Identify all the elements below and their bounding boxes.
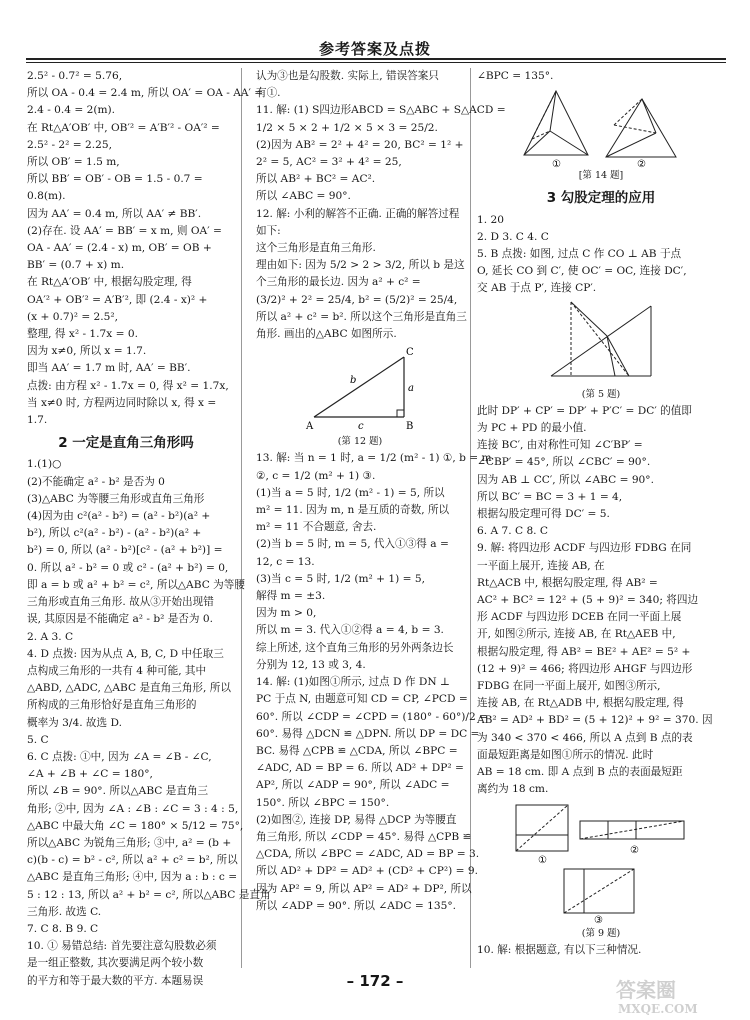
answer-line: 这个三角形是直角三角形. (256, 242, 376, 255)
answer-line: 所构成的三角形恰好是直角三角形的 (27, 699, 197, 712)
answer-line: 角三角形, 所以 ∠CDP = 45°. 易得 △CPB ≌ (256, 830, 472, 843)
answer-line: m² = 11. 因为 m, n 是互质的奇数, 所以 (256, 504, 450, 517)
answer-line: 所以 AD² + DP² = AD² + (CD² + CP²) = 9. (256, 865, 478, 878)
side-b-label: b (350, 375, 357, 387)
answer-line: 所以 ∠ABC = 90°. (256, 190, 351, 203)
figure-caption: [第 14 题] (578, 170, 624, 182)
answer-line: 在 Rt△A′OB′ 中, OB′² = A′B′² - OA′² = (27, 121, 220, 134)
answer-line: 一平面上展开, 连接 AB, 在 (477, 559, 605, 572)
answer-line: 综上所述, 这个直角三角形的另外两条边长 (256, 641, 454, 654)
answer-line: FDBG 在同一平面上展开, 如图③所示, (477, 680, 661, 693)
answer-line: Rt△ACB 中, 根据勾股定理, 得 AB² = (477, 576, 658, 589)
answer-line: 三角形或直角三角形. 故从③开始出现错 (27, 596, 214, 609)
answer-line: (x + 0.7)² = 2.5², (27, 310, 119, 323)
answer-line: (2)当 b = 5 时, m = 5, 代入①③得 a = (256, 538, 449, 551)
figure-9-nets (506, 799, 696, 925)
answer-line: 6. A 7. C 8. C (477, 525, 549, 538)
answer-line: 11. 解: (1) S四边形ABCD = S△ABC + S△ACD = (256, 104, 506, 117)
answer-line: BC. 易得 △CPB ≌ △CDA, 所以 ∠BPC = (256, 744, 458, 757)
answer-line: 理由如下: 因为 5/2 > 2 > 3/2, 所以 b 是这 (256, 259, 465, 272)
answer-line: 2. D 3. C 4. C (477, 230, 549, 243)
answer-line: 10. ① 易错总结: 首先要注意勾股数必须 (27, 940, 217, 953)
answer-line: 5. B 点拨: 如图, 过点 C 作 CO ⊥ AB 于点 (477, 248, 682, 261)
answer-line: 所以 ∠ADP = 90°. 所以 ∠ADC = 135°. (256, 899, 457, 912)
answer-line: 所以 OB′ = 1.5 m, (27, 156, 120, 169)
figure-label: ② (637, 159, 646, 171)
answer-line: 形 ACDF 与四边形 DCEB 在同一平面上展 (477, 611, 682, 624)
answer-line: 60°. 易得 △DCN ≌ △DPN. 所以 DP = DC = (256, 727, 480, 740)
header-rule-thin (26, 62, 726, 63)
answer-line: 面最短距离是如图①所示的情况. 此时 (477, 748, 654, 761)
answer-line: 因为 AB ⊥ CC′, 所以 ∠ABC = 90°. (477, 473, 654, 486)
answer-line: 所以 BC′ = BC = 3 + 1 = 4, (477, 490, 623, 503)
answer-line: 概率为 3/4. 故选 D. (27, 716, 122, 729)
answer-line: 12, c = 13. (256, 555, 315, 568)
figure-caption: (第 9 题) (581, 927, 621, 939)
answer-line: 2.5² - 0.7² = 5.76, (27, 70, 123, 82)
answer-line: 2.4 - 0.4 = 2(m). (27, 104, 116, 117)
answer-line: ∠BPC = 135°. (477, 70, 554, 82)
answer-line: (4)因为由 c²(a² - b²) = (a² - b²)(a² + (27, 510, 211, 523)
answer-line: 9. 解: 将四边形 ACDF 与四边形 FDBG 在同 (477, 542, 692, 555)
answer-line: 12. 解: 小利的解答不正确. 正确的解答过程 (256, 207, 460, 220)
answer-line: 个三角形的最长边. 因为 a² + c² = (256, 276, 421, 289)
answer-line: 交 AB 于点 P′, 连接 CP′. (477, 282, 597, 295)
answer-line: (3)△ABC 为等腰三角形或直角三角形 (27, 492, 205, 505)
answer-line: (1)当 a = 5 时, 1/2 (m² - 1) = 5, 所以 (256, 486, 445, 499)
answer-line: 所以 OA - 0.4 = 2.4 m, 所以 OA′ = OA - AA′ = (27, 87, 264, 100)
answer-line: 开, 如图②所示, 连接 AB, 在 Rt△AEB 中, (477, 628, 676, 641)
watermark-logo (612, 975, 742, 1017)
figure-label: ① (552, 159, 561, 171)
answer-line: 2² = 5, AC² = 3² + 4² = 25, (256, 156, 402, 169)
section-title: 3 勾股定理的应用 (546, 190, 656, 207)
answer-line: 此时 DP′ + CP′ = DP′ + P′C′ = DC′ 的值即 (477, 404, 692, 417)
answer-line: 1.7. (27, 414, 48, 427)
answer-line: 点构成三角形的一共有 4 种可能, 其中 (27, 664, 207, 677)
answer-line: AB² = AD² + BD² = (5 + 12)² + 9² = 370. 因 (477, 714, 713, 727)
answer-line: 150°. 所以 ∠BPC = 150°. (256, 796, 390, 809)
answer-line: 所以 m = 3. 代入①②得 a = 4, b = 3. (256, 624, 444, 637)
figure-label: ① (538, 854, 547, 866)
answer-line: 为 PC + PD 的最小值. (477, 422, 587, 435)
answer-line: 1. 20 (477, 213, 504, 226)
answer-block (477, 403, 725, 799)
answer-line: 整理, 得 x² - 1.7x = 0. (27, 328, 138, 341)
answer-line: 根据勾股定理, 得 AB² = BE² + AE² = 5² + (477, 645, 691, 658)
answer-line: △ABC 是直角三角形; ④中, 因为 a : b : c = (27, 871, 238, 884)
answer-line: OA′² + OB′² = A′B′², 即 (2.4 - x)² + (27, 293, 208, 306)
answer-line: AB = 18 cm. 即 A 点到 B 点的表面最短距 (477, 766, 683, 779)
answer-line: 5 : 12 : 13, 所以 a² + b² = c², 所以△ABC 是直角 (27, 888, 271, 901)
answer-block (477, 212, 725, 298)
answer-line: ∠CBP′ = 45°, 所以 ∠CBC′ = 90°. (477, 456, 651, 469)
answer-line: 6. C 点拨: ①中, 因为 ∠A = ∠B - ∠C, (27, 750, 212, 763)
answer-line: 如下: (256, 224, 281, 237)
page-header: 参考答案及点拨 (318, 40, 431, 58)
section-title: 2 一定是直角三角形吗 (58, 435, 194, 452)
answer-line: AP², 所以 ∠ADP = 90°, 所以 ∠ADC = (256, 779, 450, 792)
answer-line: (3)当 c = 5 时, 1/2 (m² + 1) = 5, (256, 572, 425, 585)
answer-line: △CDA, 所以 ∠BPC = ∠ADC, AD = BP = 3. (256, 848, 480, 861)
side-a-label: a (408, 383, 414, 395)
answer-line: 根据勾股定理可得 DC′ = 5. (477, 508, 610, 521)
figure-5-diagram (541, 298, 661, 386)
answer-line: ∠A + ∠B + ∠C = 180°, (27, 768, 153, 781)
answer-line: 在 Rt△A′OB′ 中, 根据勾股定理, 得 (27, 276, 192, 289)
watermark-text: 答案圈 (616, 978, 676, 1002)
answer-line: 三角形. 故选 C. (27, 905, 102, 918)
answer-line: (2)不能确定 a² - b² 是否为 0 (27, 475, 165, 488)
header-rule (26, 58, 726, 60)
answer-line: m² = 11 不合题意, 舍去. (256, 521, 377, 534)
answer-line: 所以 AB² + BC² = AC². (256, 173, 376, 186)
answer-line: 所以 BB′ = OB′ - OB = 1.5 - 0.7 = (27, 173, 203, 186)
answer-line: 2.5² - 2² = 2.25, (27, 138, 112, 151)
answer-line: 是一组正整数, 其次要满足两个较小数 (27, 957, 204, 970)
answer-line: PC 于点 N, 由题意可知 CD = CP, ∠PCD = (256, 693, 468, 706)
answer-line: 7. C 8. B 9. C (27, 922, 99, 935)
answer-line: △ABD, △ADC, △ABC 是直角三角形, 所以 (27, 682, 231, 695)
answer-line: 点拨: 由方程 x² - 1.7x = 0, 得 x² = 1.7x, (27, 379, 229, 392)
answer-line: 连接 AB, 在 Rt△ADB 中, 根据勾股定理, 得 (477, 697, 684, 710)
answer-line: 认为③也是勾股数. 实际上, 错误答案只 (256, 70, 439, 82)
answer-line: 因为 x≠0, 所以 x = 1.7. (27, 345, 147, 358)
answer-line: 即 a = b 或 a² + b² = c², 所以△ABC 为等腰 (27, 578, 245, 591)
answer-line: 13. 解: 当 n = 1 时, a = 1/2 (m² - 1) ①, b = m (256, 452, 492, 465)
watermark-url: MXQE.COM (618, 1002, 698, 1016)
answer-line: c)(b - c) = b² - c², 所以 a² + c² = b², 所以 (27, 854, 238, 867)
answer-line: 的平方和等于最大数的平方. 本题易误 (27, 974, 204, 987)
answer-line: 60°. 所以 ∠CDP = ∠CPD = (180° - 60°)/2 = (256, 710, 488, 723)
figure-label: ② (630, 844, 639, 856)
answer-line: 0. 所以 a² - b² = 0 或 c² - (a² + b²) = 0, (27, 561, 229, 574)
answer-line: 1.(1)○ (27, 458, 62, 471)
answer-line: 0.8(m). (27, 190, 66, 203)
answer-line: 分别为 12, 13 或 3, 4. (256, 658, 366, 671)
answer-line: ∠ADC, AD = BP = 6. 所以 AD² + DP² = (256, 762, 464, 775)
answer-line: BB′ = (0.7 + x) m. (27, 259, 125, 272)
answer-line: (2)因为 AB² = 2² + 4² = 20, BC² = 1² + (256, 138, 464, 151)
side-c-label: c (358, 421, 364, 433)
answer-line: 解得 m = ±3. (256, 590, 326, 603)
answer-line: 所以 a² + c² = b². 所以这个三角形是直角三 (256, 310, 467, 323)
answer-line: AC² + BC² = 12² + (5 + 9)² = 340; 将四边 (477, 594, 699, 607)
answer-line: △ABC 中最大角 ∠C = 180° × 5/12 = 75°, (27, 819, 244, 832)
answer-line: 5. C (27, 733, 49, 746)
side-b (314, 357, 404, 417)
answer-line: 所以 ∠B = 90°. 所以△ABC 是直角三 (27, 785, 209, 798)
figure-label: ③ (594, 914, 603, 926)
answer-line: b²) = 0, 所以 (a² - b²)[c² - (a² + b²)] = (27, 544, 223, 557)
column-divider (241, 68, 242, 968)
answer-line: 2. A 3. C (27, 630, 74, 643)
vertex-C: C (406, 347, 414, 359)
answer-line: OA - AA′ = (2.4 - x) m, OB′ = OB + (27, 242, 212, 255)
answer-line: 14. 解: (1)如图①所示, 过点 D 作 DN ⊥ (256, 676, 450, 689)
vertex-A: A (306, 421, 314, 433)
figure-12-triangle (300, 343, 420, 433)
answer-line: 即当 AA′ = 1.7 m 时, AA′ = BB′. (27, 362, 191, 375)
answer-line: (3/2)² + 2² = 25/4, b² = (5/2)² = 25/4, (256, 293, 458, 306)
answer-line: 角形. 画出的△ABC 如图所示. (256, 328, 397, 341)
answer-line: 所以△ABC 为锐角三角形; ③中, a² = (b + (27, 836, 232, 849)
answer-line: 角形; ②中, 因为 ∠A : ∠B : ∠C = 3 : 4 : 5, (27, 802, 239, 815)
answer-line: 有①. (256, 87, 281, 100)
answer-line: 因为 AA′ = 0.4 m, 所以 AA′ ≠ BB′. (27, 207, 202, 220)
figure-caption: (第 12 题) (337, 436, 383, 448)
vertex-B: B (406, 421, 414, 433)
answer-line: 为 340 < 370 < 466, 所以 A 点到 B 点的表 (477, 731, 693, 744)
figure-14-diagrams (516, 85, 686, 171)
answer-line: b²), 所以 c²(a² - b²) - (a² - b²)(a² + (27, 527, 202, 540)
answer-line: 离约为 18 cm. (477, 783, 549, 796)
answer-line: 当 x≠0 时, 方程两边同时除以 x, 得 x = (27, 396, 217, 409)
answer-column-3 (477, 68, 725, 973)
right-angle-mark (397, 410, 404, 417)
answer-line: O, 延长 CO 到 C′, 使 OC′ = OC, 连接 DC′, (477, 265, 687, 278)
answer-line: 因为 m > 0, (256, 607, 317, 620)
answer-line: 4. D 点拨: 因为从点 A, B, C, D 中任取三 (27, 647, 224, 660)
answer-line: (2)如图②, 连接 DP, 易得 △DCP 为等腰直 (256, 813, 457, 826)
answer-block (256, 450, 492, 914)
answer-block (27, 68, 264, 429)
answer-line: 1/2 × 5 × 2 + 1/2 × 5 × 3 = 25/2. (256, 121, 438, 134)
answer-line: 误, 其原因是不能确定 a² - b² 是否为 0. (27, 613, 213, 626)
answer-line: 10. 解: 根据题意, 有以下三种情况. (477, 943, 642, 956)
answer-block (27, 456, 271, 989)
figure-caption: (第 5 题) (581, 388, 621, 400)
answer-line: (12 + 9)² = 466; 将四边形 AHGF 与四边形 (477, 662, 693, 675)
answer-line: ②, c = 1/2 (m² + 1) ③. (256, 469, 376, 482)
page-number: – 172 – (346, 972, 404, 990)
answer-line: 连接 BC′, 由对称性可知 ∠C′BP′ = (477, 439, 643, 452)
answer-line: 因为 AP² = 9, 所以 AP² = AD² + DP², 所以 (256, 882, 472, 895)
answer-line: (2)存在. 设 AA′ = BB′ = x m, 则 OA′ = (27, 224, 222, 237)
